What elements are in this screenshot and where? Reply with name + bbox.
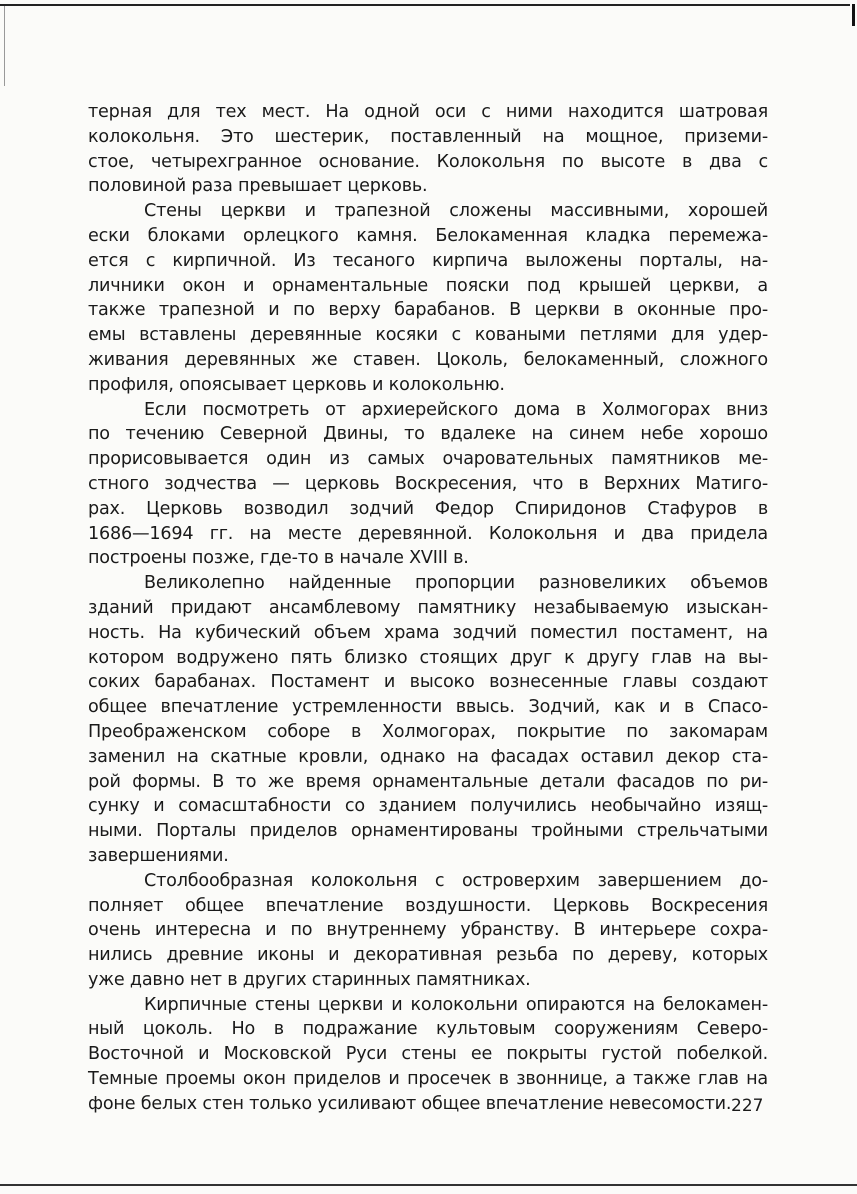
text-line: ески блоками орлецкого камня. Белокаменная кладка перемежа- [88, 225, 768, 246]
text-line: Преображенском соборе в Холмогорах, покрытие по закомарам [88, 721, 768, 742]
text-line: Кирпичные стены церкви и колокольни опираются на белокамен- [144, 994, 768, 1015]
text-line: фоне белых стен только усиливают общее впечатление невесомости. [88, 1093, 732, 1114]
text-line: половиной раза превышает церковь. [88, 176, 428, 197]
text-line: соких барабанах. Постамент и высоко вознесенные главы создают [88, 672, 768, 693]
text-line: емы вставлены деревянные косяки с коваными петлями для удер- [88, 325, 768, 346]
scan-edge-left [4, 6, 5, 86]
page-number: 227 [731, 1096, 764, 1116]
page-body-text [88, 100, 768, 1117]
text-line: личники окон и орнаментальные пояски под крышей церкви, а [88, 275, 768, 296]
text-line: Темные проемы окон приделов и просечек в звоннице, а также глав на [88, 1069, 768, 1090]
paragraph [88, 199, 768, 397]
text-line: прорисовывается один из самых очаровательных памятников ме- [88, 449, 768, 470]
text-line: Восточной и Московской Руси стены ее покрыты густой побелкой. [88, 1044, 768, 1065]
text-line: сунку и сомасштабности со зданием получились необычайно изящ- [88, 796, 768, 817]
paragraph [88, 993, 768, 1117]
text-line: общее впечатление устремленности ввысь. Зодчий, как и в Спасо- [88, 697, 768, 718]
text-line: очень интересна и по внутреннему убранству. В интерьере сохра- [88, 920, 768, 941]
paragraph [88, 398, 768, 572]
text-line: Если посмотреть от архиерейского дома в Холмогорах вниз [144, 399, 768, 420]
text-line: котором водружено пять близко стоящих друг к другу глав на вы- [88, 647, 768, 668]
text-line: также трапезной и по верху барабанов. В церкви в оконные про- [88, 300, 768, 321]
text-line: зданий придают ансамблевому памятнику незабываемую изыскан- [88, 597, 768, 618]
text-line: Великолепно найденные пропорции разновеликих объемов [144, 573, 768, 594]
text-line: стое, четырехгранное основание. Колокольня по высоте в два с [88, 151, 768, 172]
paragraph [88, 571, 768, 869]
text-line: завершениями. [88, 845, 229, 866]
text-line: по течению Северной Двины, то вдалеке на синем небе хорошо [88, 424, 768, 445]
text-line: ными. Порталы приделов орнаментированы тройными стрельчатыми [88, 821, 768, 842]
text-line: уже давно нет в других старинных памятниках. [88, 969, 531, 990]
text-line: живания деревянных же ставен. Цоколь, белокаменный, сложного [88, 349, 768, 370]
text-line: рах. Церковь возводил зодчий Федор Спиридонов Стафуров в [88, 498, 768, 519]
paragraph [88, 869, 768, 993]
text-line: рой формы. В то же время орнаментальные детали фасадов по ри- [88, 771, 768, 792]
scan-edge-bottom [0, 1184, 857, 1186]
paragraph [88, 100, 768, 199]
text-line: полняет общее впечатление воздушности. Церковь Воскресения [88, 895, 768, 916]
text-line: Стены церкви и трапезной сложены массивными, хорошей [144, 201, 768, 222]
text-line: ность. На кубический объем храма зодчий поместил постамент, на [88, 622, 768, 643]
text-line: колокольня. Это шестерик, поставленный на мощное, приземи- [88, 126, 768, 147]
text-line: терная для тех мест. На одной оси с ними находится шатровая [88, 102, 768, 122]
text-line: заменил на скатные кровли, однако на фасадах оставил декор ста- [88, 746, 768, 767]
scan-edge-top [0, 4, 850, 6]
text-line: ный цоколь. Но в подражание культовым сооружениям Северо- [88, 1019, 768, 1040]
text-line: стного зодчества — церковь Воскресения, что в Верхних Матиго- [88, 473, 768, 494]
text-line: построены позже, где-то в начале XVIII в. [88, 548, 469, 569]
text-line: 1686—1694 гг. на месте деревянной. Колокольня и два придела [88, 523, 768, 544]
text-line: нились древние иконы и декоративная резьба по дереву, которых [88, 945, 768, 966]
text-line: профиля, опоясывает церковь и колокольню. [88, 374, 505, 395]
text-line: Столбообразная колокольня с островерхим завершением до- [144, 870, 768, 891]
scan-edge-right [852, 4, 855, 26]
text-line: ется с кирпичной. Из тесаного кирпича выложены порталы, на- [88, 250, 768, 271]
